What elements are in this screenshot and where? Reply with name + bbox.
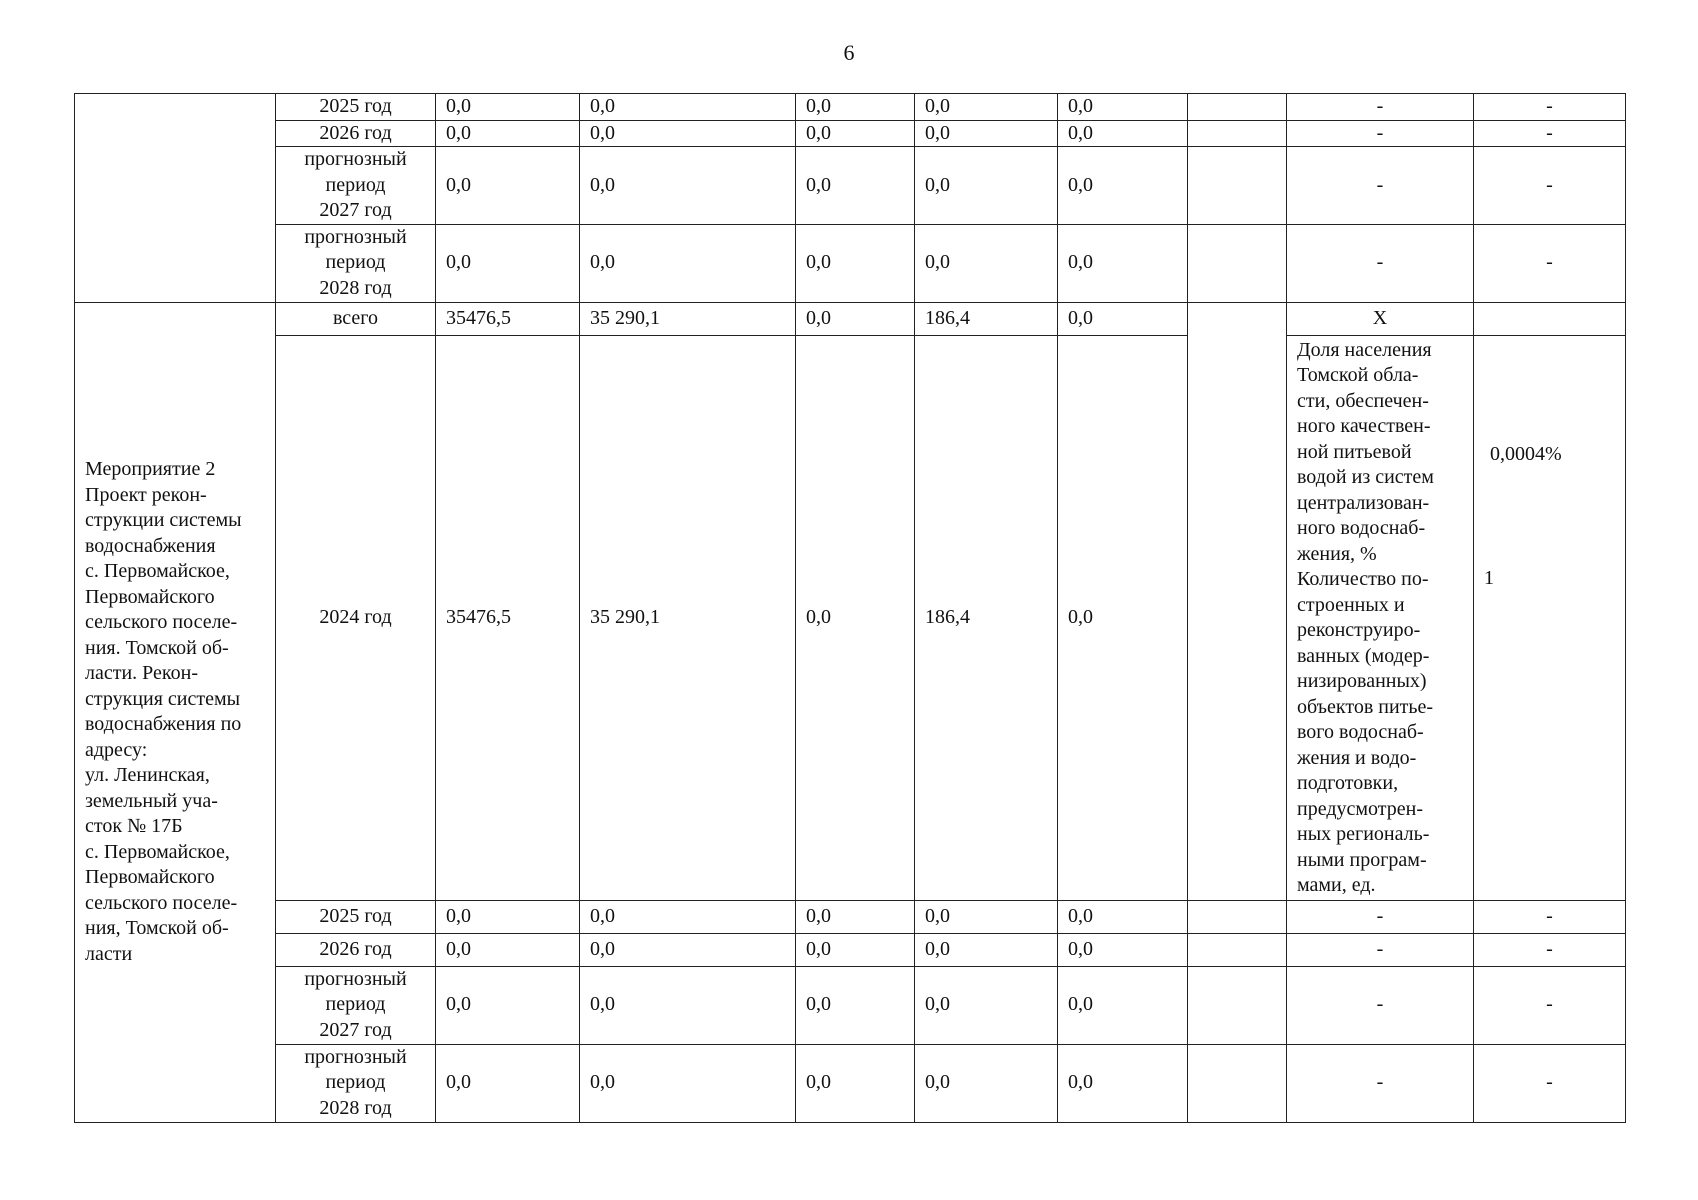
indicator-cell: Х <box>1287 302 1474 335</box>
table-row <box>75 120 1626 147</box>
value-cell: 0,0 <box>796 94 915 121</box>
empty-cell <box>1188 302 1287 900</box>
value-cell: 0,0 <box>1058 933 1188 966</box>
empty-cell <box>1188 224 1287 302</box>
value-cell: 186,4 <box>915 302 1058 335</box>
value-cell: 0,0 <box>1058 966 1188 1044</box>
value-cell: 0,0 <box>580 966 796 1044</box>
value-cell: 0,0 <box>796 966 915 1044</box>
period-cell: 2025 год <box>276 900 436 933</box>
value-cell: 186,4 <box>915 335 1058 900</box>
value-cell: 35 290,1 <box>580 335 796 900</box>
empty-cell <box>1188 147 1287 225</box>
table-row <box>75 302 1626 335</box>
value-cell: 0,0 <box>1058 335 1188 900</box>
period-cell: 2024 год <box>276 335 436 900</box>
empty-cell <box>1188 1044 1287 1122</box>
period-cell: 2025 год <box>276 94 436 121</box>
value-cell: 0,0 <box>1058 120 1188 147</box>
value-cell: 0,0 <box>580 94 796 121</box>
value-cell: 0,0 <box>1058 900 1188 933</box>
empty-cell <box>1188 933 1287 966</box>
value-cell: 0,0 <box>580 224 796 302</box>
value-cell: 0,0 <box>915 1044 1058 1122</box>
value-cell: 0,0 <box>915 966 1058 1044</box>
value-cell: 0,0 <box>436 120 580 147</box>
empty-cell <box>1188 966 1287 1044</box>
indicator-cell: - <box>1287 224 1474 302</box>
value-cell: 0,0 <box>915 224 1058 302</box>
period-cell: прогнозный период 2027 год <box>276 147 436 225</box>
value-cell: 0,0 <box>436 1044 580 1122</box>
period-cell: прогнозный период 2028 год <box>276 224 436 302</box>
table-row <box>75 966 1626 1044</box>
indicator-cell: - <box>1287 900 1474 933</box>
value-cell: 0,0 <box>796 224 915 302</box>
indicator-value-share: 0,0004% <box>1490 442 1562 465</box>
table-row <box>75 933 1626 966</box>
value-cell: 0,0 <box>1058 1044 1188 1122</box>
period-cell: прогнозный период 2028 год <box>276 1044 436 1122</box>
value-cell: 0,0 <box>436 94 580 121</box>
value-cell: 0,0 <box>915 900 1058 933</box>
value-cell: 0,0 <box>796 147 915 225</box>
page-number: 6 <box>843 40 855 65</box>
indicator-value-cell <box>1474 302 1626 335</box>
period-cell: 2026 год <box>276 933 436 966</box>
empty-cell <box>1188 900 1287 933</box>
table-row <box>75 94 1626 121</box>
value-cell: 0,0 <box>1058 302 1188 335</box>
indicator-cell: - <box>1287 1044 1474 1122</box>
value-cell: 35 290,1 <box>580 302 796 335</box>
period-cell: всего <box>276 302 436 335</box>
period-cell: 2026 год <box>276 120 436 147</box>
table-row <box>75 900 1626 933</box>
value-cell: 0,0 <box>796 302 915 335</box>
measure-name-cell: Мероприятие 2 Проект рекон- струкции системы водоснабжения с. Первомайское, Первомайского сельского поселе- ния. Томской об- ласти. Рекон- струкция системы водоснабжения по адресу: ул. Ленинская, земельный уча- сток № 17Б с. Первомайское, Первомайского сельского поселе- ния, Томской об- ласти <box>75 302 276 1122</box>
value-cell: 0,0 <box>436 966 580 1044</box>
indicator-value-cell: - <box>1474 147 1626 225</box>
indicator-cell: - <box>1287 933 1474 966</box>
value-cell: 0,0 <box>796 933 915 966</box>
value-cell: 0,0 <box>1058 224 1188 302</box>
value-cell: 0,0 <box>796 335 915 900</box>
value-cell: 0,0 <box>580 120 796 147</box>
value-cell: 0,0 <box>915 94 1058 121</box>
value-cell: 0,0 <box>436 933 580 966</box>
period-cell: прогнозный период 2027 год <box>276 966 436 1044</box>
value-cell: 0,0 <box>915 147 1058 225</box>
indicator-value-cell: - <box>1474 933 1626 966</box>
budget-table <box>74 93 1626 1123</box>
table-row <box>75 335 1626 900</box>
table-row <box>75 147 1626 225</box>
indicator-value-cell: - <box>1474 1044 1626 1122</box>
indicator-value-cell: - <box>1474 120 1626 147</box>
value-cell: 0,0 <box>580 1044 796 1122</box>
value-cell: 0,0 <box>580 147 796 225</box>
value-cell: 0,0 <box>436 900 580 933</box>
value-cell: 0,0 <box>796 1044 915 1122</box>
indicator-cell: - <box>1287 94 1474 121</box>
empty-cell <box>1188 120 1287 147</box>
value-cell: 0,0 <box>915 933 1058 966</box>
value-cell: 0,0 <box>796 120 915 147</box>
indicator-value-cell: - <box>1474 900 1626 933</box>
value-cell: 0,0 <box>1058 147 1188 225</box>
value-cell: 0,0 <box>915 120 1058 147</box>
value-cell: 0,0 <box>796 900 915 933</box>
measure-name-cell-empty <box>75 94 276 303</box>
indicator-cell: - <box>1287 120 1474 147</box>
value-cell: 0,0 <box>436 224 580 302</box>
indicator-description-cell: Доля населения Томской обла- сти, обеспечен- ного качествен- ной питьевой водой из систем централизован- ного водоснаб- жения, % Количество по- строенных и реконструиро- ванных (модер- низированных) объектов питье- вого водоснаб- жения и водо- подготовки, предусмотрен- ных региональ- ными програм- мами, ед. <box>1287 335 1474 900</box>
indicator-value-cell: - <box>1474 94 1626 121</box>
value-cell: 0,0 <box>1058 94 1188 121</box>
value-cell: 0,0 <box>580 900 796 933</box>
table-row <box>75 1044 1626 1122</box>
value-cell: 35476,5 <box>436 302 580 335</box>
indicator-value-cell <box>1474 335 1626 900</box>
indicator-cell: - <box>1287 966 1474 1044</box>
value-cell: 0,0 <box>436 147 580 225</box>
table-row <box>75 224 1626 302</box>
value-cell: 35476,5 <box>436 335 580 900</box>
empty-cell <box>1188 94 1287 121</box>
indicator-cell: - <box>1287 147 1474 225</box>
value-cell: 0,0 <box>580 933 796 966</box>
indicator-value-count: 1 <box>1484 567 1494 589</box>
indicator-value-cell: - <box>1474 966 1626 1044</box>
indicator-value-cell: - <box>1474 224 1626 302</box>
